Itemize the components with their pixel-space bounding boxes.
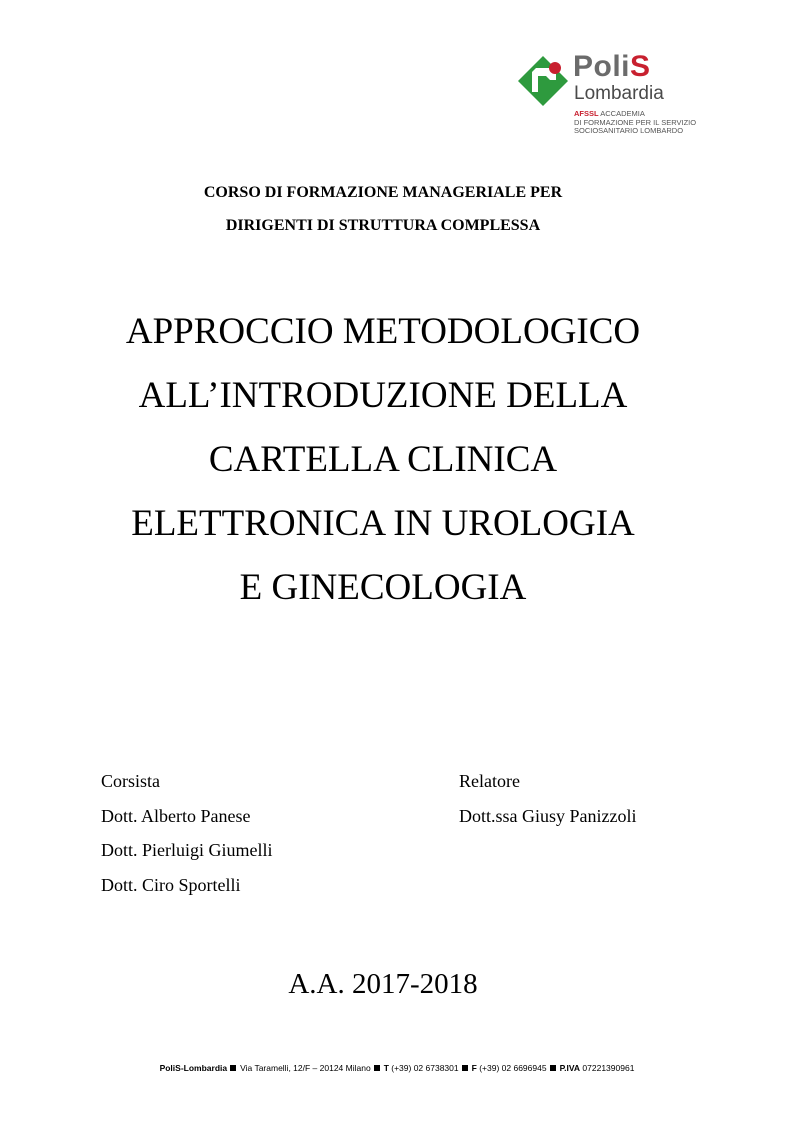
title-line-2: ALL’INTRODUZIONE DELLA [138, 375, 628, 416]
document-title [0, 300, 766, 620]
logo-name-s: S [630, 50, 651, 83]
footer-tel-label: T [383, 1063, 389, 1073]
course-heading [0, 176, 766, 242]
footer-fax-label: F [471, 1063, 477, 1073]
logo-tagline [574, 110, 696, 136]
academic-year: A.A. 2017-2018 [288, 968, 478, 1000]
logo-region: Lombardia [574, 83, 664, 104]
student-name: Dott. Alberto Panese [101, 805, 251, 826]
supervisor-name: Dott.ssa Giusy Panizzoli [459, 805, 637, 826]
square-bullet-icon [462, 1065, 468, 1071]
footer-org: PoliS-Lombardia [159, 1063, 228, 1073]
square-bullet-icon [230, 1065, 236, 1071]
logo-name [573, 52, 651, 82]
footer-vat-label: P.IVA [559, 1063, 581, 1073]
supervisor-label: Relatore [459, 771, 520, 791]
logo-tag-line3: SOCIOSANITARIO LOMBARDO [574, 126, 684, 135]
polis-lombardia-logo [516, 52, 696, 142]
student-name: Dott. Pierluigi Giumelli [101, 840, 273, 860]
logo-tag-afssl: AFSSL [574, 109, 599, 118]
student-name: Dott. Ciro Sportelli [101, 874, 241, 895]
page-footer [0, 1062, 794, 1074]
title-line-3: CARTELLA CLINICA [208, 439, 558, 480]
square-bullet-icon [550, 1065, 556, 1071]
logo-name-poli: Poli [573, 50, 631, 83]
course-line-1: CORSO DI FORMAZIONE MANAGERIALE PER [203, 184, 563, 201]
title-line-1: APPROCCIO METODOLOGICO [125, 311, 641, 352]
students-block [101, 764, 273, 902]
course-line-2: DIRIGENTI DI STRUTTURA COMPLESSA [225, 217, 541, 234]
logo-tag-line1-rest: ACCADEMIA [598, 109, 645, 118]
footer-fax: (+39) 02 6696945 [479, 1063, 547, 1073]
title-line-4: ELETTRONICA IN UROLOGIA [131, 503, 635, 544]
footer-address: Via Taramelli, 12/F – 20124 Milano [240, 1063, 371, 1073]
students-label: Corsista [101, 771, 161, 791]
logo-tag-line2: DI FORMAZIONE PER IL SERVIZIO [574, 117, 697, 127]
title-line-5: E GINECOLOGIA [239, 567, 527, 608]
polis-logo-mark-icon [516, 54, 570, 108]
footer-tel: (+39) 02 6738301 [391, 1063, 459, 1073]
footer-vat: 07221390961 [582, 1063, 635, 1073]
square-bullet-icon [374, 1065, 380, 1071]
supervisor-block [459, 764, 637, 833]
